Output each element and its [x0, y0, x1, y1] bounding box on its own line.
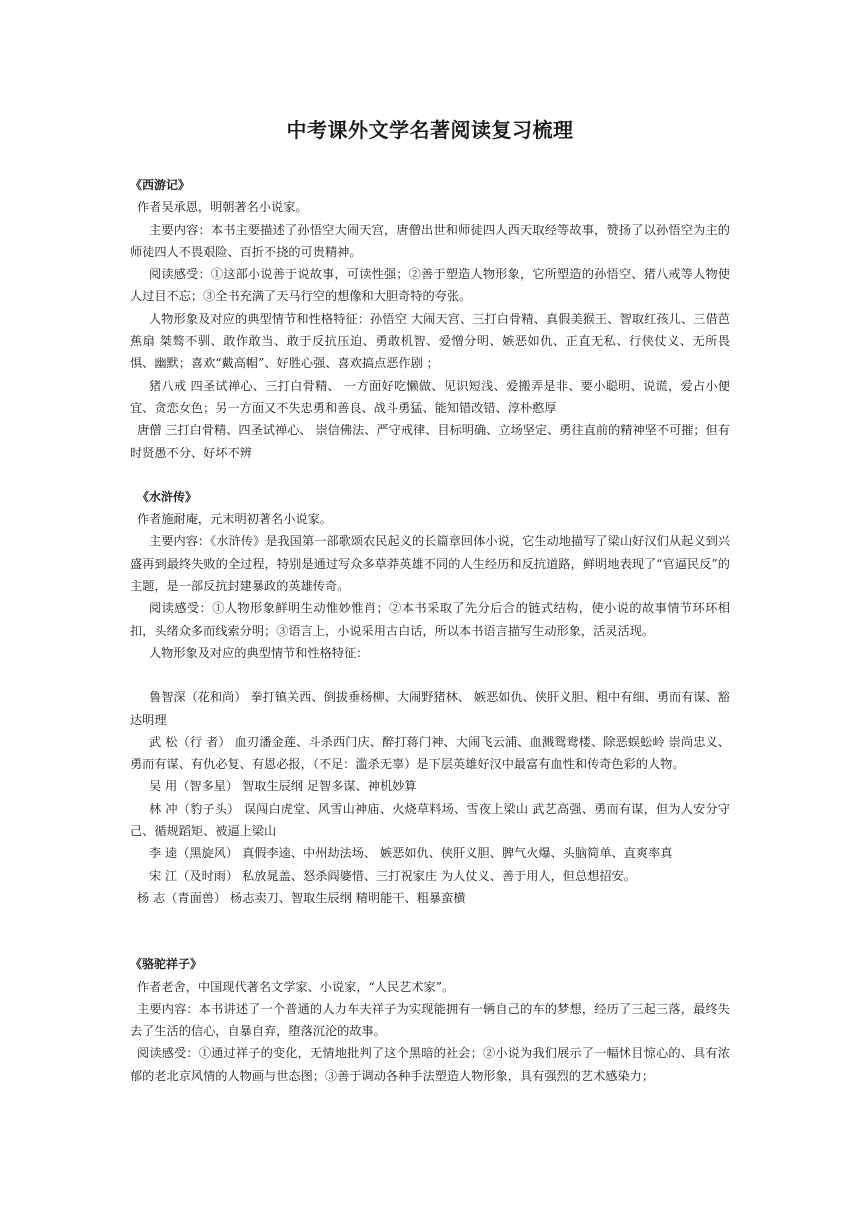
reading-feeling-paragraph: 阅读感受：①人物形象鲜明生动惟妙惟肖；②本书采取了先分后合的链式结构，使小说的故事情节环环相扣，头绪众多而线索分明；③语言上，小说采用古白话，所以本书语言描写生动形象，活灵活现。 — [130, 601, 730, 638]
character-yangzhi: 杨 志（青面兽） 杨志卖刀、智取生辰纲 精明能干、粗暴蛮横 — [137, 890, 466, 905]
characters-intro: 人物形象及对应的典型情节和性格特征： — [149, 645, 369, 660]
reading-feeling-paragraph: 阅读感受：①通过祥子的变化，无情地批判了这个黑暗的社会；②小说为我们展示了一幅怵目惊心的、具有浓郁的老北京风情的人物画与世态图；③善于调动各种手法塑造人物形象，具有强烈的艺术感染力； — [130, 1046, 730, 1083]
section-xiyouji — [130, 174, 730, 464]
book-title: 《水浒传》 — [137, 489, 198, 504]
section-luotuo — [130, 953, 730, 1087]
author-line: 作者施耐庵，元末明初著名小说家。 — [137, 512, 332, 527]
characters-paragraph: 人物形象及对应的典型情节和性格特征：孙悟空 大闹天宫、三打白骨精、真假美猴王、智取红孩儿、三借芭蕉扇 桀骜不驯、敢作敢当、敢于反抗压迫、勇敢机智、爱憎分明、嫉恶如仇、正直无私、行侠仗义、无所畏惧、幽默；喜欢“戴高帽”、好胜心强、喜欢搞点恶作剧 ； — [130, 311, 730, 371]
page-title: 中考课外文学名著阅读复习梳理 — [286, 118, 574, 142]
character-linchong: 林 冲（豹子头） 误闯白虎堂、风雪山神庙、火烧草料场、雪夜上梁山 武艺高强、勇而有谋，但为人安分守己、循规蹈矩、被逼上梁山 — [130, 801, 730, 839]
character-likui: 李 逵（黑旋风） 真假李逵、中州劫法场、 嫉恶如仇、侠肝义胆、脾气火爆、头脑简单、直爽率真 — [149, 846, 673, 861]
character-wusong: 武 松（行 者） 血刃潘金莲、斗杀西门庆、醉打蒋门神、大闹飞云浦、血溅鸳鸯楼、除恶蜈蚣岭 崇尚忠义、勇而有谋、有仇必复、有恩必报，（不足：滥杀无辜）是下层英雄好汉中最富有血性和传奇色彩的人物。 — [130, 734, 730, 772]
author-line: 作者吴承恩，明朝著名小说家。 — [137, 200, 308, 215]
character-luzhishen: 鲁智深（花和尚） 拳打镇关西、倒拔垂杨柳、大闹野猪林、 嫉恶如仇、侠肝义胆、粗中有细、勇而有谋、豁达明理 — [130, 690, 730, 727]
summary-paragraph: 主要内容：本书主要描述了孙悟空大闹天宫，唐僧出世和师徒四人西天取经等故事，赞扬了以孙悟空为主的师徒四人不畏艰险、百折不挠的可贵精神。 — [130, 222, 730, 259]
character-songjiang: 宋 江（及时雨） 私放晁盖、怒杀阎婆惜、三打祝家庄 为人仗义、善于用人，但总想招安。 — [149, 868, 636, 883]
book-title: 《骆驼祥子》 — [130, 957, 203, 972]
character-tangseng: 唐僧 三打白骨精、四圣试禅心、 崇信佛法、严守戒律、目标明确、立场坚定、勇往直前的精神坚不可摧；但有时贤愚不分、好坏不辨 — [130, 423, 730, 460]
reading-feeling-paragraph: 阅读感受：①这部小说善于说故事，可读性强；②善于塑造人物形象，它所塑造的孙悟空、猪八戒等人物使人过目不忘；③全书充满了天马行空的想像和大胆奇特的夸张。 — [130, 267, 730, 304]
book-title: 《西游记》 — [130, 178, 191, 192]
summary-paragraph: 主要内容：《水浒传》是我国第一部歌颂农民起义的长篇章回体小说，它生动地描写了梁山好汉们从起义到兴盛再到最终失败的全过程，特别是通过写众多草莽英雄不同的人生经历和反抗道路，鲜明地表现了“官逼民反”的主题，是一部反抗封建暴政的英雄传奇。 — [130, 534, 730, 594]
summary-paragraph: 主要内容：本书讲述了一个普通的人力车夫祥子为实现能拥有一辆自己的车的梦想，经历了三起三落，最终失去了生活的信心，自暴自弃，堕落沉沦的故事。 — [130, 1001, 730, 1039]
section-shuihu — [130, 486, 730, 909]
document-body — [130, 174, 730, 1087]
character-wuyong: 吴 用（智多星） 智取生辰纲 足智多谋、神机妙算 — [149, 779, 417, 794]
author-line: 作者老舍，中国现代著名文学家、小说家，“人民艺术家”。 — [137, 979, 455, 994]
character-zhubajie: 猪八戒 四圣试禅心、三打白骨精、 一方面好吃懒做、见识短浅、爱搬弄是非、要小聪明、说谎，爱占小便宜、贪恋女色；另一方面又不失忠勇和善良、战斗勇猛、能知错改错、淳朴憨厚 — [130, 378, 730, 415]
